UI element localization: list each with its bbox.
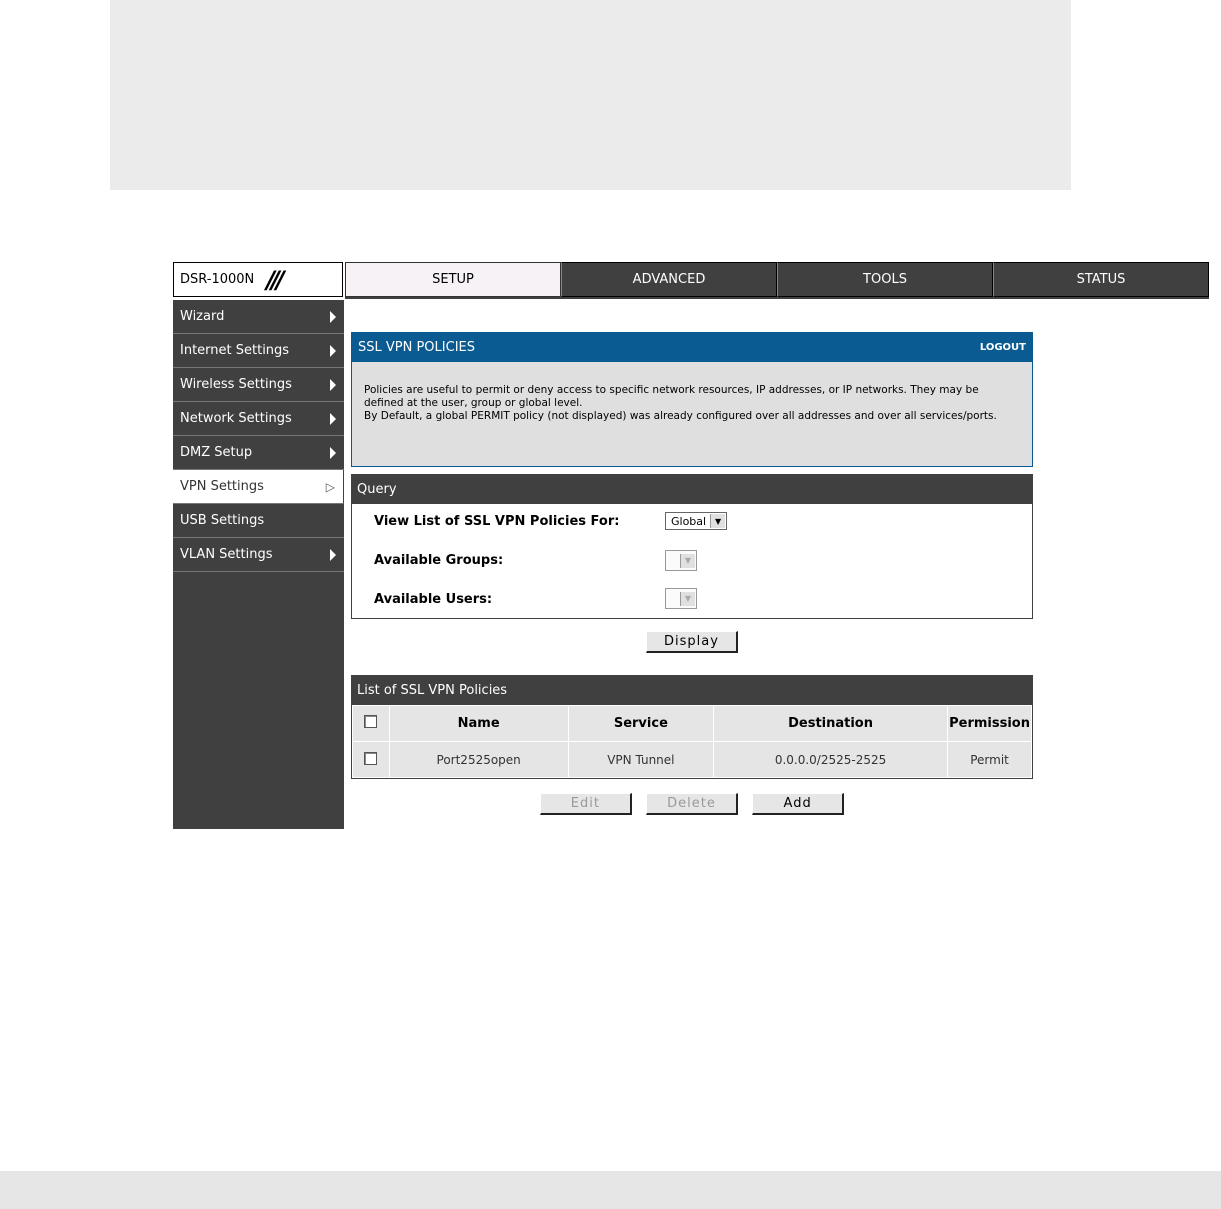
sidebar-item-label: Wizard [180, 309, 225, 324]
cell-permission: Permit [948, 742, 1032, 778]
brand-logo [173, 262, 343, 297]
display-button-row [351, 631, 1033, 655]
chevron-right-icon [330, 413, 336, 425]
sidebar-item-internet-settings[interactable] [173, 334, 344, 368]
description-text-1: Policies are useful to permit or deny access to specific network resources, IP addresses, or IP networks. They may be defined at the user, group or global level. [364, 384, 979, 409]
view-list-select[interactable] [665, 512, 727, 530]
sidebar-item-label: Wireless Settings [180, 377, 292, 392]
cell-name: Port2525open [389, 742, 568, 778]
tab-setup[interactable]: SETUP [345, 262, 561, 297]
logout-link[interactable]: LOGOUT [979, 341, 1026, 353]
row-checkbox[interactable] [364, 752, 377, 765]
dropdown-arrow-icon: ▼ [680, 592, 695, 606]
page-description [351, 362, 1033, 467]
select-all-cell [353, 706, 390, 742]
sidebar-item-vlan-settings[interactable] [173, 538, 344, 572]
bottom-bar [0, 1171, 1221, 1209]
tab-tools[interactable]: TOOLS [777, 262, 993, 297]
router-admin-app [173, 262, 1126, 829]
chevron-right-icon [330, 447, 336, 459]
description-text-2: By Default, a global PERMIT policy (not displayed) was already configured over all addresses and over all services/ports. [364, 410, 997, 422]
chevron-right-icon [330, 549, 336, 561]
col-destination: Destination [713, 706, 947, 742]
available-users-label: Available Users: [374, 592, 493, 607]
tab-advanced[interactable]: ADVANCED [561, 262, 777, 297]
sidebar-item-wizard[interactable] [173, 300, 344, 334]
sidebar-item-wireless-settings[interactable] [173, 368, 344, 402]
top-placeholder-panel [110, 0, 1071, 190]
sidebar-item-network-settings[interactable] [173, 402, 344, 436]
chevron-right-icon [330, 311, 336, 323]
top-tabs [345, 262, 1209, 299]
chevron-right-outline-icon: ▷ [325, 479, 335, 494]
brand-model: DSR-1000N [180, 272, 255, 287]
brand-slashes: /// [266, 265, 281, 294]
edit-button[interactable]: Edit [540, 793, 632, 815]
sidebar-item-label: DMZ Setup [180, 445, 253, 460]
col-name: Name [389, 706, 568, 742]
sidebar-item-dmz-setup[interactable] [173, 436, 344, 470]
tab-underline [345, 297, 1209, 299]
cell-destination: 0.0.0.0/2525-2525 [713, 742, 947, 778]
col-service: Service [568, 706, 713, 742]
display-button[interactable]: Display [646, 631, 738, 653]
sidebar-item-label: Network Settings [180, 411, 292, 426]
available-groups-select[interactable] [665, 550, 697, 571]
col-permission: Permission [948, 706, 1032, 742]
table-header-row [353, 706, 1032, 742]
table-actions [351, 793, 1033, 815]
sidebar-item-label: VPN Settings [180, 479, 264, 494]
policies-table-container [351, 705, 1033, 779]
available-users-select[interactable] [665, 588, 697, 609]
policies-table [352, 705, 1032, 778]
delete-button[interactable]: Delete [646, 793, 738, 815]
table-row [353, 742, 1032, 778]
select-all-checkbox[interactable] [364, 715, 377, 728]
page-title-bar [351, 332, 1033, 362]
cell-service: VPN Tunnel [568, 742, 713, 778]
sidebar [173, 300, 344, 829]
sidebar-item-usb-settings[interactable] [173, 504, 344, 538]
dropdown-arrow-icon: ▼ [680, 554, 695, 568]
view-list-value: Global [671, 514, 707, 528]
available-groups-label: Available Groups: [374, 553, 504, 568]
sidebar-item-label: Internet Settings [180, 343, 290, 358]
view-list-label: View List of SSL VPN Policies For: [374, 514, 620, 529]
add-button[interactable]: Add [752, 793, 844, 815]
query-header: Query [351, 474, 1033, 504]
chevron-right-icon [330, 345, 336, 357]
tab-status[interactable]: STATUS [993, 262, 1209, 297]
sidebar-item-vpn-settings[interactable] [173, 470, 344, 504]
query-panel [351, 504, 1033, 619]
row-select-cell [353, 742, 390, 778]
sidebar-item-label: USB Settings [180, 513, 265, 528]
chevron-right-icon [330, 379, 336, 391]
sidebar-item-label: VLAN Settings [180, 547, 273, 562]
page-title: SSL VPN POLICIES [358, 339, 475, 355]
policies-header: List of SSL VPN Policies [351, 675, 1033, 705]
dropdown-arrow-icon: ▼ [710, 514, 725, 528]
main-content [351, 332, 1033, 815]
